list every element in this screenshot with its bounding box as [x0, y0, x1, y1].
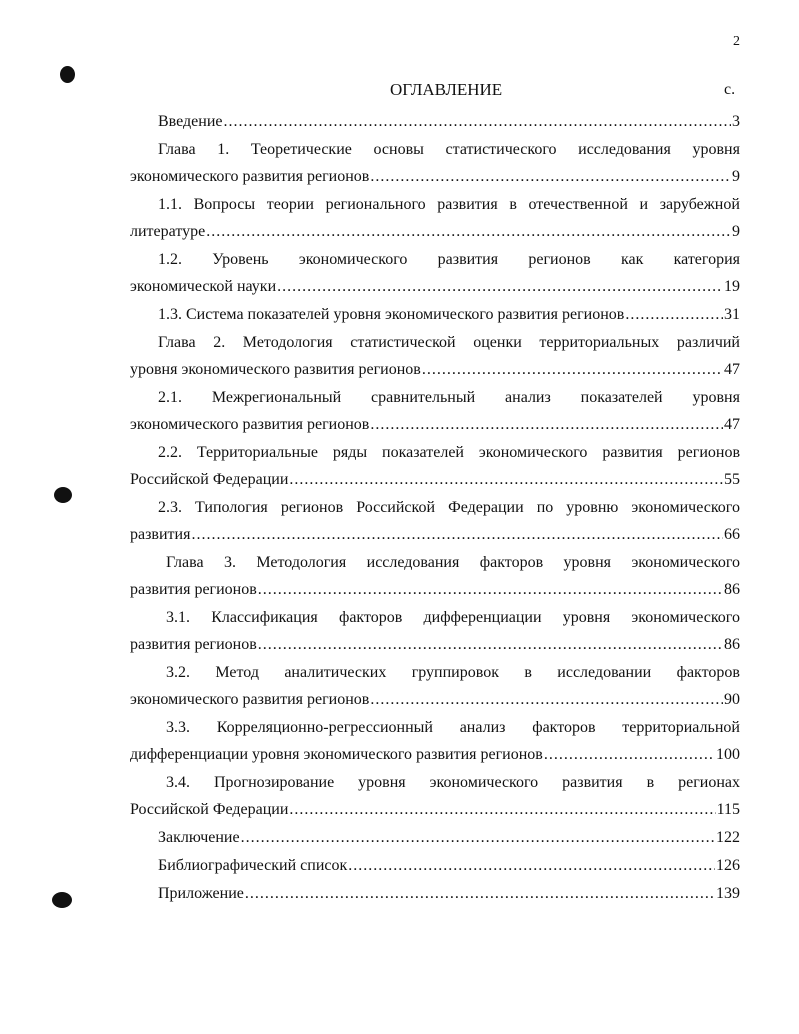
toc-word: Теоретические — [250, 141, 352, 158]
toc-entry — [130, 301, 740, 328]
toc-entry-text: развития — [130, 526, 191, 543]
toc-leader-dots — [241, 824, 715, 851]
toc-word: различий — [676, 334, 740, 351]
toc-word: зарубежной — [659, 196, 740, 213]
toc-entry-text: 1.3. Система показателей уровня экономического развития регионов — [158, 306, 625, 323]
toc-word: исследования — [366, 554, 460, 571]
toc-word: Глава — [166, 554, 204, 571]
toc-word: регионах — [678, 774, 740, 791]
toc-entry-first-line — [130, 439, 740, 466]
toc-word: 2.1. — [158, 389, 182, 406]
toc-entry — [130, 191, 740, 245]
toc-entry-text: литературе — [130, 223, 206, 240]
toc-entry-text: уровня экономического развития регионов — [130, 361, 421, 378]
toc-entry-first-line — [130, 659, 740, 686]
toc-entry-text: Российской Федерации — [130, 471, 289, 488]
toc-page-number: 47 — [724, 361, 740, 378]
toc-page-number: 3 — [732, 113, 740, 130]
toc-entry-line — [130, 273, 740, 300]
toc-word: и — [639, 196, 649, 213]
toc-entry — [130, 384, 740, 438]
toc-word: ряды — [332, 444, 368, 461]
toc-page-number: 55 — [724, 471, 740, 488]
toc-word: показателей — [382, 444, 464, 461]
toc-leader-dots — [625, 301, 723, 328]
toc-word: 3.4. — [166, 774, 190, 791]
toc-entry-first-line — [130, 136, 740, 163]
toc-word: Межрегиональный — [211, 389, 342, 406]
ink-blot — [54, 487, 72, 503]
toc-entry-line — [130, 356, 740, 383]
toc-word: категория — [673, 251, 740, 268]
toc-entry — [130, 824, 740, 851]
toc-word: как — [620, 251, 644, 268]
toc-word: в — [524, 664, 532, 681]
toc-word: уровня — [563, 554, 612, 571]
toc-leader-dots — [544, 741, 715, 768]
toc-word: регионов — [280, 499, 344, 516]
toc-leader-dots — [289, 796, 715, 823]
toc-page-number: 47 — [724, 416, 740, 433]
toc-word: уровня — [358, 774, 406, 791]
toc-word: Вопросы — [193, 196, 256, 213]
toc-entry-text: развития регионов — [130, 636, 257, 653]
toc-entry — [130, 494, 740, 548]
toc-word: факторов — [676, 664, 740, 681]
toc-word: экономического — [631, 609, 740, 626]
page-column-label: с. — [724, 81, 736, 98]
toc-word: Методология — [256, 554, 347, 571]
toc-word: 2.3. — [158, 499, 182, 516]
toc-word: экономического — [298, 251, 408, 268]
toc-word: группировок — [411, 664, 499, 681]
toc-word: сравнительный — [371, 389, 476, 406]
toc-word: регионального — [325, 196, 426, 213]
toc-leader-dots — [206, 218, 731, 245]
ink-blot — [52, 892, 72, 908]
toc-entry — [130, 769, 740, 823]
toc-entry-line — [130, 576, 740, 603]
toc-entry-first-line — [130, 769, 740, 796]
toc-word: Метод — [215, 664, 259, 681]
toc-word: в — [509, 196, 517, 213]
toc-entry-text: Введение — [158, 113, 223, 130]
toc-page-number: 86 — [724, 636, 740, 653]
toc-page-number: 126 — [716, 857, 740, 874]
toc-page-number: 115 — [716, 801, 740, 818]
toc-page-number: 66 — [724, 526, 740, 543]
toc-entry-first-line — [130, 494, 740, 521]
page-title: ОГЛАВЛЕНИЕ — [390, 80, 503, 99]
toc-entry-first-line — [130, 191, 740, 218]
toc-entry-first-line — [130, 384, 740, 411]
toc-leader-dots — [245, 880, 715, 907]
toc-word: экономического — [631, 499, 740, 516]
toc-page-number: 122 — [716, 829, 740, 846]
toc-leader-dots — [289, 466, 723, 493]
toc-word: 3. — [223, 554, 236, 571]
toc-word: Типология — [195, 499, 268, 516]
toc-page-number: 9 — [732, 223, 740, 240]
toc-entry — [130, 329, 740, 383]
toc-word: по — [536, 499, 554, 516]
toc-word: развития — [437, 251, 499, 268]
toc-page-number: 139 — [716, 885, 740, 902]
toc-word: Федерации — [448, 499, 524, 516]
toc-leader-dots — [258, 576, 723, 603]
toc-word: исследования — [578, 141, 671, 158]
toc-word: уровня — [692, 141, 740, 158]
toc-word: аналитических — [284, 664, 387, 681]
toc-word: 3.2. — [166, 664, 190, 681]
toc-entry-text: экономического развития регионов — [130, 691, 370, 708]
toc-word: уровня — [692, 389, 740, 406]
toc-entry — [130, 136, 740, 190]
toc-word: развития — [602, 444, 663, 461]
toc-leader-dots — [370, 686, 723, 713]
toc-leader-dots — [224, 108, 732, 135]
toc-word: 2. — [213, 334, 226, 351]
toc-word: регионов — [528, 251, 591, 268]
toc-entry-line — [130, 163, 740, 190]
toc-entry-line — [130, 741, 740, 768]
toc-entry-text: развития регионов — [130, 581, 257, 598]
toc-word: Прогнозирование — [213, 774, 335, 791]
toc-leader-dots — [370, 411, 723, 438]
toc-entry — [130, 439, 740, 493]
toc-entry-line — [130, 686, 740, 713]
toc-entry-line — [130, 108, 740, 135]
toc-word: Уровень — [212, 251, 269, 268]
toc-word: Территориальные — [196, 444, 318, 461]
toc-leader-dots — [277, 273, 723, 300]
toc-entry — [130, 549, 740, 603]
toc-entry-text: Приложение — [158, 885, 244, 902]
toc-word: экономического — [631, 554, 740, 571]
toc-entry-line — [130, 880, 740, 907]
toc-entry-text: Библиографический список — [158, 857, 348, 874]
toc-word: факторов — [532, 719, 596, 736]
toc-word: оценки — [473, 334, 522, 351]
toc-leader-dots — [370, 163, 731, 190]
toc-entry-line — [130, 411, 740, 438]
toc-word: уровня — [562, 609, 611, 626]
toc-word: 3.1. — [166, 609, 190, 626]
toc-word: факторов — [338, 609, 403, 626]
toc-leader-dots — [258, 631, 723, 658]
toc-word: 1.2. — [158, 251, 182, 268]
toc-entry — [130, 714, 740, 768]
toc-entry-line — [130, 796, 740, 823]
toc-entry — [130, 604, 740, 658]
toc-word: регионов — [677, 444, 740, 461]
toc-word: дифференциации — [423, 609, 542, 626]
toc-entry-first-line — [130, 604, 740, 631]
toc-word: Классификация — [211, 609, 318, 626]
toc-entry — [130, 108, 740, 135]
toc-word: 1.1. — [158, 196, 182, 213]
toc-entry-line — [130, 631, 740, 658]
toc-entry-first-line — [130, 329, 740, 356]
toc-word: экономического — [429, 774, 539, 791]
toc-word: территориальной — [622, 719, 740, 736]
toc-word: Корреляционно-регрессионный — [216, 719, 433, 736]
toc-entry — [130, 852, 740, 879]
toc-entry-first-line — [130, 714, 740, 741]
toc-entry-text: экономического развития регионов — [130, 168, 370, 185]
toc-entry-text: экономического развития регионов — [130, 416, 370, 433]
toc-word: уровню — [566, 499, 619, 516]
toc-leader-dots — [422, 356, 723, 383]
toc-word: развития — [562, 774, 623, 791]
toc-word: территориальных — [539, 334, 660, 351]
toc-entry-first-line — [130, 549, 740, 576]
toc-word: 3.3. — [166, 719, 190, 736]
toc-page-number: 31 — [724, 306, 740, 323]
toc-word: анализ — [505, 389, 551, 406]
toc-page-number: 9 — [732, 168, 740, 185]
toc-word: статистической — [350, 334, 456, 351]
toc-word: теории — [266, 196, 314, 213]
toc-entry — [130, 246, 740, 300]
toc-entry-line — [130, 466, 740, 493]
page-number: 2 — [733, 34, 740, 49]
toc-word: Российской — [356, 499, 436, 516]
toc-entry-line — [130, 301, 740, 328]
ink-blot — [60, 66, 75, 83]
toc-word: 1. — [217, 141, 230, 158]
toc-entry-first-line — [130, 246, 740, 273]
toc-entry-text: дифференциации уровня экономического развития регионов — [130, 746, 543, 763]
toc-leader-dots — [191, 521, 723, 548]
toc-entry-text: Российской Федерации — [130, 801, 289, 818]
toc-word: 2.2. — [158, 444, 182, 461]
toc-word: Глава — [158, 334, 196, 351]
toc-page-number: 100 — [716, 746, 740, 763]
toc-word: показателей — [580, 389, 663, 406]
toc-entry — [130, 880, 740, 907]
toc-word: исследовании — [557, 664, 652, 681]
toc-entry — [130, 659, 740, 713]
toc-entry-text: экономической науки — [130, 278, 277, 295]
toc-word: Глава — [158, 141, 196, 158]
toc-word: основы — [373, 141, 424, 158]
toc-entry-line — [130, 218, 740, 245]
toc-entry-text: Заключение — [158, 829, 240, 846]
toc-word: отечественной — [528, 196, 628, 213]
toc-word: статистического — [445, 141, 557, 158]
toc-page-number: 86 — [724, 581, 740, 598]
toc-page-number: 19 — [724, 278, 740, 295]
toc-entry-line — [130, 852, 740, 879]
toc-word: анализ — [459, 719, 506, 736]
toc-word: факторов — [479, 554, 544, 571]
toc-word: Методология — [242, 334, 333, 351]
toc-leader-dots — [348, 852, 715, 879]
toc-word: в — [646, 774, 655, 791]
toc-entry-line — [130, 824, 740, 851]
toc-entry-line — [130, 521, 740, 548]
toc-word: развития — [437, 196, 498, 213]
toc-word: экономического — [478, 444, 588, 461]
table-of-contents — [130, 108, 740, 908]
toc-page-number: 90 — [724, 691, 740, 708]
